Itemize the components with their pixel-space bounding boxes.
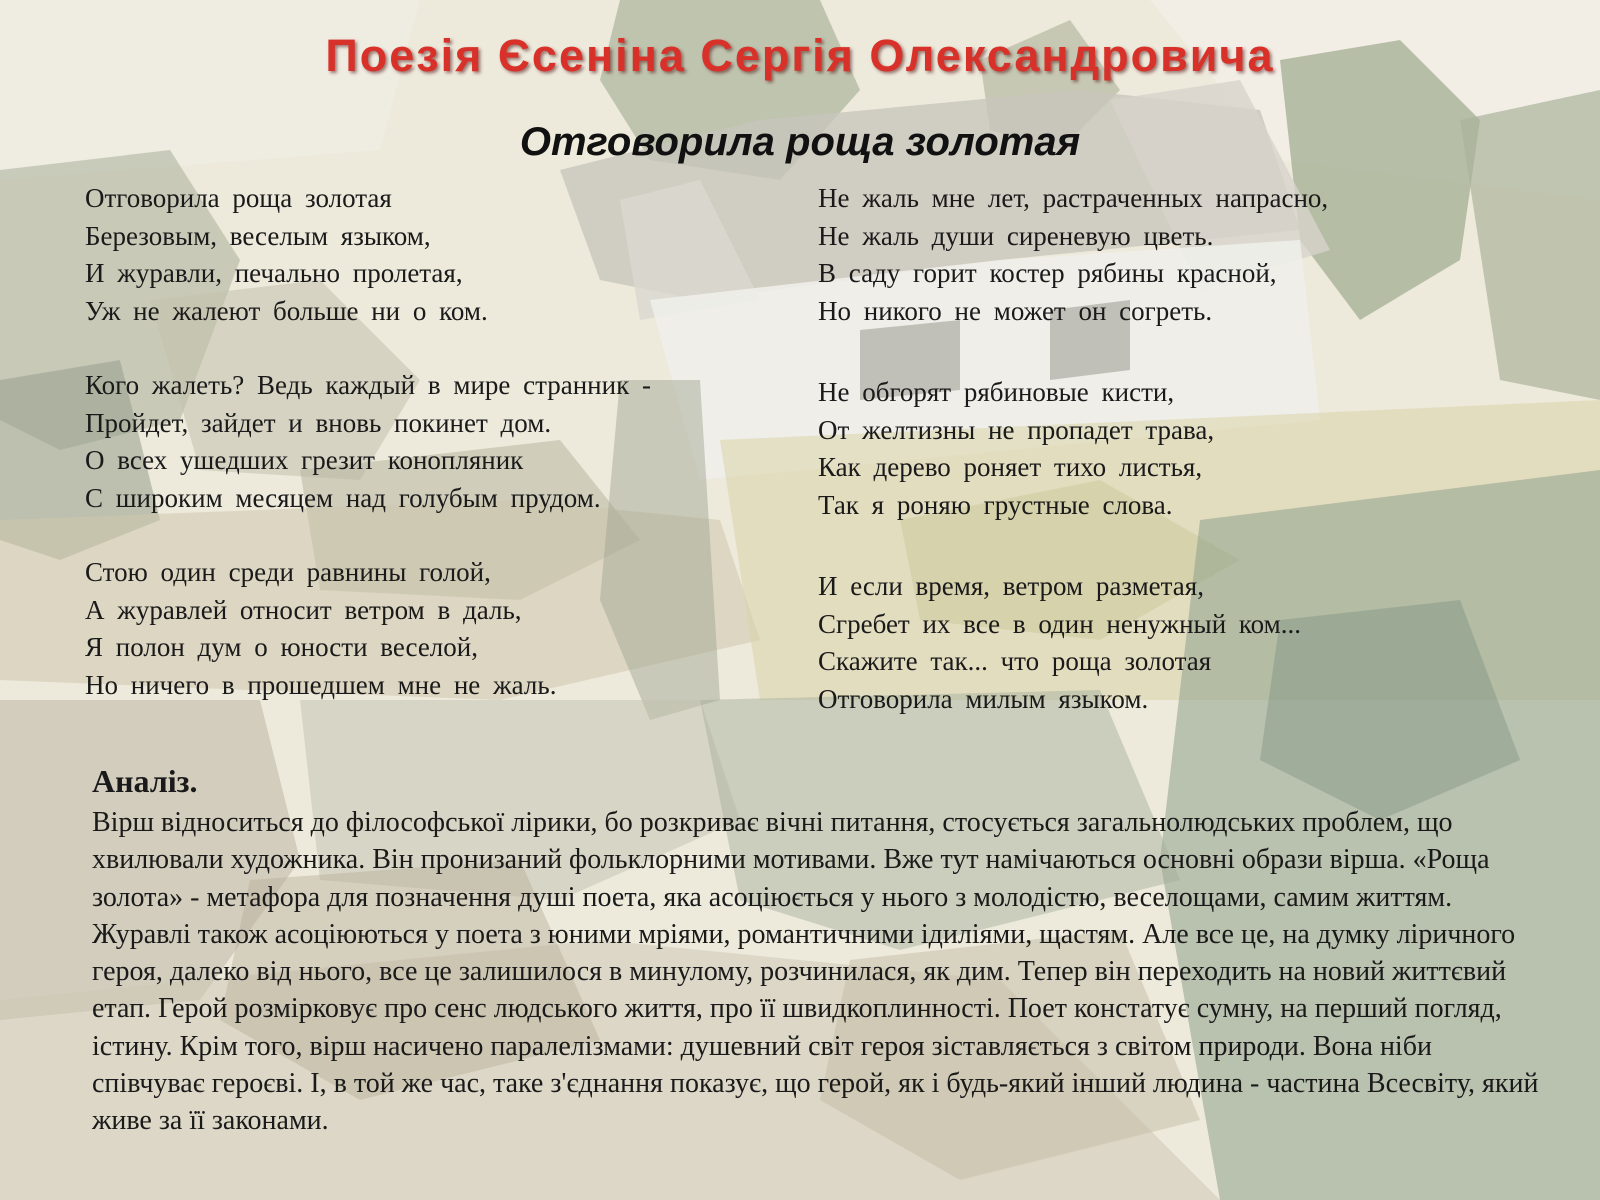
poem-line: Отговорила милым языком.: [818, 683, 1149, 714]
poem-line: Так я роняю грустные слова.: [818, 489, 1173, 520]
poem-line: Как дерево роняет тихо листья,: [818, 452, 1203, 482]
poem-line: А журавлей относит ветром в даль,: [85, 594, 522, 625]
poem-line: И если время, ветром разметая,: [818, 571, 1204, 601]
poem-title: Отговорила роща золотая: [519, 120, 1081, 164]
poem-right-column: [818, 180, 1538, 718]
stanza: [85, 180, 785, 330]
stanza: [85, 554, 785, 704]
poem-line: И журавли, печально пролетая,: [85, 258, 463, 288]
poem-line: Не жаль души сиреневую цветь.: [818, 220, 1214, 251]
page-title: Поезія Єсеніна Сергія Олександровича: [325, 30, 1275, 81]
poem-line: С широким месяцем над голубым прудом.: [85, 482, 601, 513]
poem-line: Березовым, веселым языком,: [85, 220, 431, 251]
poem-line: Не жаль мне лет, растраченных напрасно,: [818, 183, 1329, 213]
stanza: [818, 374, 1538, 524]
poem-line: Пройдет, зайдет и вновь покинет дом.: [85, 407, 552, 438]
poem-line: В саду горит костер рябины красной,: [818, 258, 1277, 288]
poem-left-column: [85, 180, 785, 704]
poem-line: Скажите так... что роща золотая: [818, 646, 1212, 676]
poem-line: Стою один среди равнины голой,: [85, 557, 491, 587]
poem-line: Но никого не может он согреть.: [818, 295, 1213, 326]
analysis-text: Вірш відноситься до філософської лірики, бо розкриває вічні питання, стосується загальнолюдських проблем, що хвилювали художника. Він пронизаний фольклорними мотивами. Вже тут намічаються основні образи вірша. «Роща золота» - метафора для позначення душі поета, яка асоціюється у нього з молодістю, веселощами, самим життям. Журавлі також асоціюються у поета з юними мріями, романтичними ідиліями, щастям. Але все це, на думку ліричного героя, далеко від нього, все це залишилося в минулому, розчинилася, як дим. Тепер він переходить на новий життєвий етап. Герой розмірковує про сенс людського життя, про її швидкоплинності. Поет констатує сумну, на перший погляд, істину. Крім того, вірш насичено паралелізмами: душевний світ героя зіставляється з світом природи. Вона ніби співчуває героєві. І, в той же час, таке з'єднання показує, що герой, як і будь-який інший людина - частина Всесвіту, який живе за її законами.: [92, 807, 1539, 1137]
poem-line: Не обгорят рябиновые кисти,: [818, 377, 1175, 407]
stanza: [818, 180, 1538, 330]
poem-line: Отговорила роща золотая: [85, 183, 392, 213]
poem-line: Но ничего в прошедшем мне не жаль.: [85, 669, 557, 700]
poem-line: От желтизны не пропадет трава,: [818, 414, 1215, 445]
poem-line: Сгребет их все в один ненужный ком...: [818, 608, 1301, 639]
poem-line: Я полон дум о юности веселой,: [85, 632, 478, 662]
poem-line: Уж не жалеют больше ни о ком.: [85, 295, 488, 326]
analysis-heading: Аналіз.: [92, 763, 198, 799]
poem-line: О всех ушедших грезит конопляник: [85, 445, 524, 475]
poem-line: Кого жалеть? Ведь каждый в мире странник -: [85, 370, 651, 400]
stanza: [85, 367, 785, 517]
stanza: [818, 568, 1538, 718]
analysis-section: [92, 763, 1542, 1140]
